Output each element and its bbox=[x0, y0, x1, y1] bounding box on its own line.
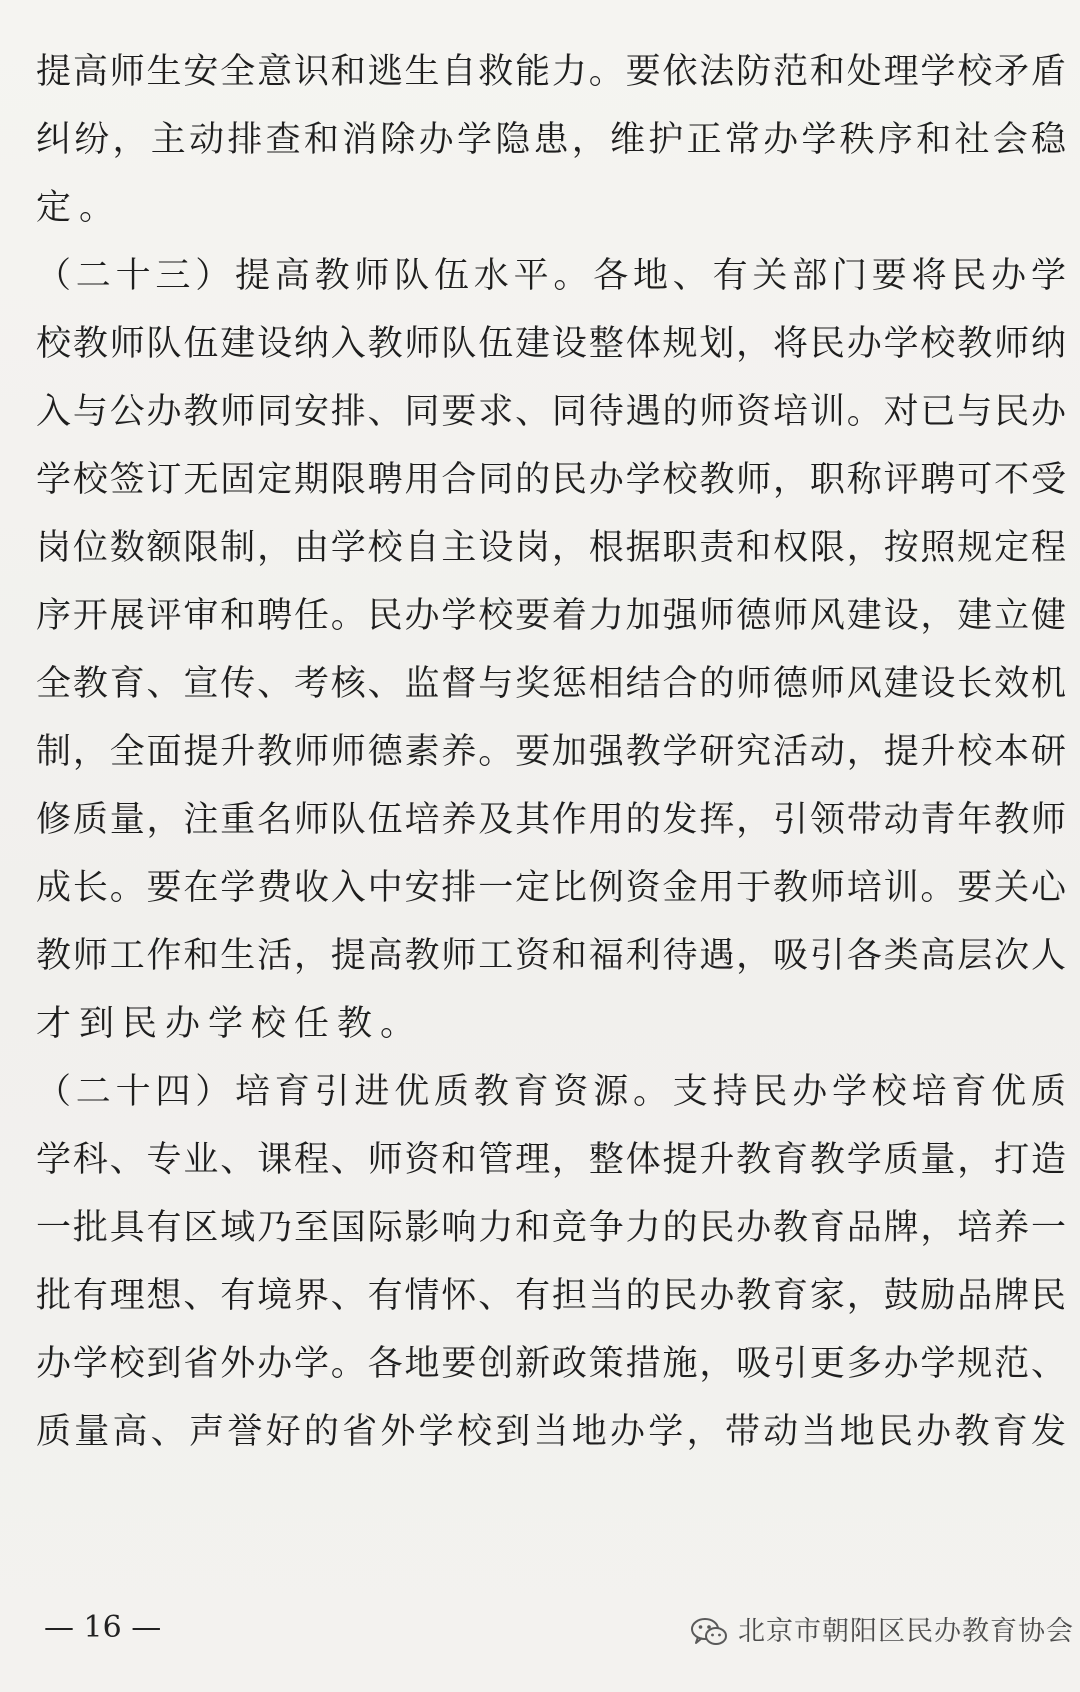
text-line: 入与公办教师同安排、同要求、同待遇的师资培训。对已与民办 bbox=[36, 392, 1066, 432]
text-line: 成长。要在学费收入中安排一定比例资金用于教师培训。要关心 bbox=[36, 868, 1066, 908]
text-line: 办学校到省外办学。各地要创新政策措施，吸引更多办学规范、 bbox=[36, 1344, 1066, 1384]
watermark-text: 北京市朝阳区民办教育协会 bbox=[738, 1616, 1074, 1647]
text-line: 质量高、声誉好的省外学校到当地办学，带动当地民办教育发 bbox=[36, 1412, 1066, 1452]
text-line: 学科、专业、课程、师资和管理，整体提升教育教学质量，打造 bbox=[36, 1140, 1066, 1180]
text-line: 批有理想、有境界、有情怀、有担当的民办教育家，鼓励品牌民 bbox=[36, 1276, 1066, 1316]
section-heading-line: （二十四）培育引进优质教育资源。支持民办学校培育优质 bbox=[36, 1072, 1066, 1112]
text-line: 全教育、宣传、考核、监督与奖惩相结合的师德师风建设长效机 bbox=[36, 664, 1066, 704]
text-line: 岗位数额限制，由学校自主设岗，根据职责和权限，按照规定程 bbox=[36, 528, 1066, 568]
text-line: 教师工作和生活，提高教师工资和福利待遇，吸引各类高层次人 bbox=[36, 936, 1066, 976]
account-watermark bbox=[690, 1614, 1074, 1650]
page-number: — 16 — bbox=[44, 1610, 162, 1645]
wechat-icon bbox=[690, 1617, 728, 1647]
text-line: 提高师生安全意识和逃生自救能力。要依法防范和处理学校矛盾 bbox=[36, 52, 1066, 92]
text-line: 纠纷，主动排查和消除办学隐患，维护正常办学秩序和社会稳 bbox=[36, 120, 1066, 160]
text-line: 定。 bbox=[36, 188, 123, 228]
text-line: 序开展评审和聘任。民办学校要着力加强师德师风建设，建立健 bbox=[36, 596, 1066, 636]
text-line: 一批具有区域乃至国际影响力和竞争力的民办教育品牌，培养一 bbox=[36, 1208, 1066, 1248]
text-line: 制，全面提升教师师德素养。要加强教学研究活动，提升校本研 bbox=[36, 732, 1066, 772]
text-line: 才到民办学校任教。 bbox=[36, 1004, 424, 1044]
text-line: 修质量，注重名师队伍培养及其作用的发挥，引领带动青年教师 bbox=[36, 800, 1066, 840]
text-line: 学校签订无固定期限聘用合同的民办学校教师，职称评聘可不受 bbox=[36, 460, 1066, 500]
page-footer bbox=[0, 1600, 1080, 1670]
section-heading-line: （二十三）提高教师队伍水平。各地、有关部门要将民办学 bbox=[36, 256, 1066, 296]
text-line: 校教师队伍建设纳入教师队伍建设整体规划，将民办学校教师纳 bbox=[36, 324, 1066, 364]
